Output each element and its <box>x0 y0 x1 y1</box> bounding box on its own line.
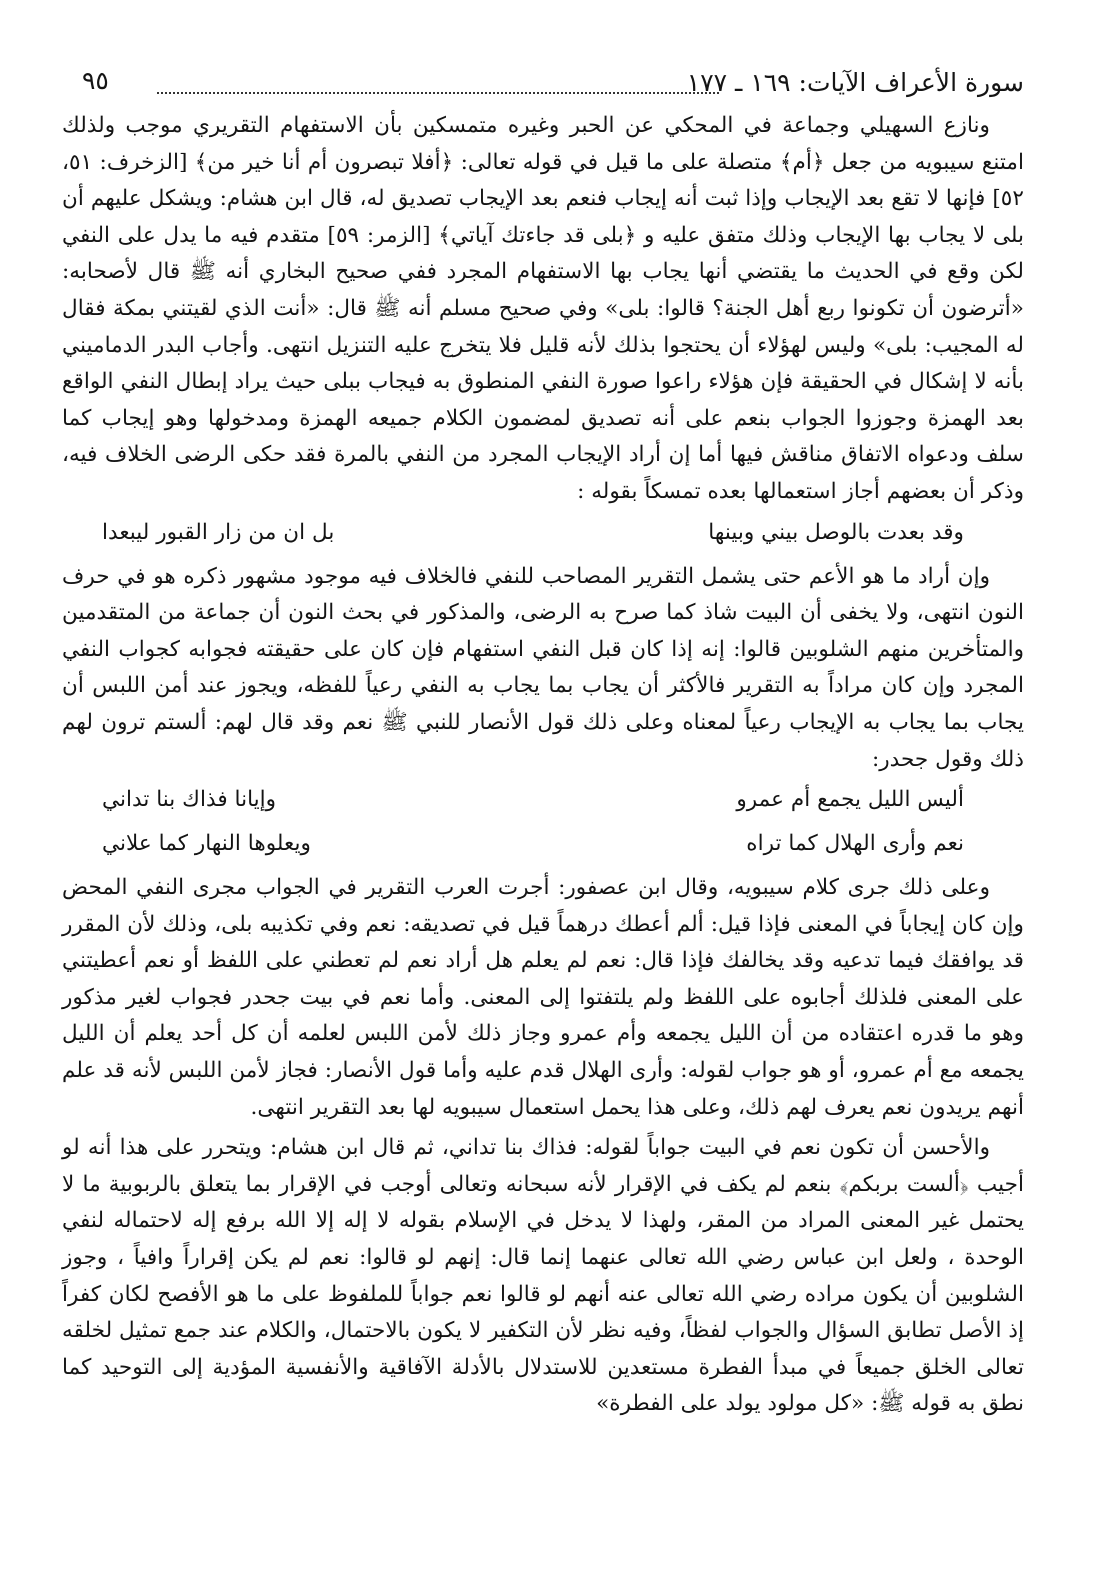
paragraph-2: وإن أراد ما هو الأعم حتى يشمل التقرير المصاحب للنفي فالخلاف فيه موجود مشهور ذكره هو في حرف النون انتهى، ولا يخفى أن البيت شاذ كما صرح به الرضى، والمذكور في بحث النون أن جماعة من المتقدمين والمتأخرين منهم الشلوبين قالوا: إنه إذا كان قبل النفي استفهام فإن كان على حقيقته فجوابه كجواب النفي المجرد وإن كان مراداً به التقرير فالأكثر أن يجاب بما يجاب به النفي رعياً للفظه، ويجوز عند أمن اللبس أن يجاب بما يجاب به الإيجاب رعياً لمعناه وعلى ذلك قول الأنصار للنبي ﷺ نعم وقد قال لهم: ألستم ترون لهم ذلك وقول جحدر: <box>62 563 1024 772</box>
header-title: سورة الأعراف الآيات: ١٦٩ ـ ١٧٧ <box>686 68 1024 97</box>
paragraph-4: والأحسن أن تكون نعم في البيت جواباً لقوله: فذاك بنا تداني، ثم قال ابن هشام: ويتحرر على هذا أنه لو أجيب ﴿ألست بربكم﴾ بنعم لم يكف في الإقرار لأنه سبحانه وتعالى أوجب في الإقرار بما يتعلق بالربوبية ما لا يحتمل غير المعنى المراد من المقر، ولهذا لا يدخل في الإسلام بقوله لا إله إلا الله برفع إله لاحتماله لنفي الوحدة ، ولعل ابن عباس رضي الله تعالى عنهما إنما قال: إنهم لو قالوا: نعم لم يكن إقراراً وافياً ، وجوز الشلوبين أن يكون مراده رضي الله تعالى عنه أنهم لو قالوا نعم جواباً للملفوظ على ما هو الأفصح لكان كفراً إذ الأصل تطابق السؤال والجواب لفظاً، وفيه نظر لأن التكفير لا يكون بالاحتمال، والكلام عند جمع تمثيل لخلقه تعالى الخلق جميعاً في مبدأ الفطرة مستعدين للاستدلال بالأدلة الآفاقية والأنفسية المؤدية إلى التوحيد كما نطق به قوله ﷺ: «كل مولود يولد على الفطرة» <box>62 1135 1024 1417</box>
verse-hemistich: بل ان من زار القبور ليبعدا <box>102 519 335 545</box>
verse-hemistich: وإيانا فذاك بنا تداني <box>102 787 277 813</box>
header-dotted-rule <box>157 92 719 94</box>
running-header <box>62 62 1024 108</box>
paragraph-3: وعلى ذلك جرى كلام سيبويه، وقال ابن عصفور: أجرت العرب التقرير في الجواب مجرى النفي المحض وإن كان إيجاباً في المعنى فإذا قيل: ألم أعطك درهماً قيل في تصديقه: نعم وفي تكذيبه بلى، وذلك لأن المقرر قد يوافقك فيما تدعيه وقد يخالفك فإذا قال: نعم لم يعلم هل أراد نعم لم تعطني على اللفظ أو نعم أعطيتني على المعنى فلذلك أجابوه على اللفظ ولم يلتفتوا إلى المعنى. وأما نعم في بيت جحدر فجواب لغير مذكور وهو ما قدره اعتقاده من أن الليل يجمعه وأم عمرو وجاز ذلك لأمن اللبس لعلمه أن كل أحد يعلم أن الليل يجمعه مع أم عمرو، أو هو جواب لقوله: وأرى الهلال قدم عليه وأما قول الأنصار: فجاز لأمن اللبس لأنه قد علم أنهم يريدون نعم يعرف لهم ذلك، وعلى هذا يحمل استعمال سيبويه لها بعد التقرير انتهى. <box>62 875 1024 1120</box>
verse-hemistich: أليس الليل يجمع أم عمرو <box>736 787 964 813</box>
page <box>62 62 1024 1542</box>
verse-hemistich: ويعلوها النهار كما علاني <box>102 831 311 857</box>
paragraph-1: ونازع السهيلي وجماعة في المحكي عن الحبر وغيره متمسكين بأن الاستفهام التقريري موجب ولذلك امتنع سيبويه من جعل ﴿أم﴾ متصلة على ما قيل في قوله تعالى: ﴿أفلا تبصرون أم أنا خير من﴾ [الزخرف: ٥١، ٥٢] فإنها لا تقع بعد الإيجاب وإذا ثبت أنه إيجاب فنعم بعد الإيجاب تصديق له، قال ابن هشام: ويشكل عليهم أن بلى لا يجاب بها الإيجاب وذلك متفق عليه و ﴿بلى قد جاءتك آياتي﴾ [الزمر: ٥٩] متقدم فيه ما يدل على النفي لكن وقع في الحديث ما يقتضي أنها يجاب بها الاستفهام المجرد ففي صحيح البخاري أنه ﷺ قال لأصحابه: «أترضون أن تكونوا ربع أهل الجنة؟ قالوا: بلى» وفي صحيح مسلم أنه ﷺ قال: «أنت الذي لقيتني بمكة فقال له المجيب: بلى» وليس لهؤلاء أن يحتجوا بذلك لأنه قليل فلا يتخرج عليه التنزيل انتهى. وأجاب البدر الدماميني بأنه لا إشكال في الحقيقة فإن هؤلاء راعوا صورة النفي المنطوق به فيجاب ببلى حيث يراد إبطال النفي الواقع بعد الهمزة وجوزوا الجواب بنعم على أنه تصديق لمضمون الكلام جميعه الهمزة ومدخولها وهو إيجاب كما سلف ودعواه الاتفاق مناقش فيها أما إن أراد الإيجاب المجرد من النفي بالمرة فقد حكى الرضى الخلاف فيه، وذكر أن بعضهم أجاز استعمالها بعده تمسكاً بقوله : <box>62 113 1024 504</box>
page-number: ٩٥ <box>82 66 109 95</box>
poem-verse-1 <box>62 515 1024 551</box>
poem-verse-3 <box>62 826 1024 862</box>
verse-hemistich: نعم وأرى الهلال كما تراه <box>746 831 964 857</box>
verse-hemistich: وقد بعدت بالوصل بيني وبينها <box>708 519 964 545</box>
poem-verse-2 <box>62 782 1024 818</box>
